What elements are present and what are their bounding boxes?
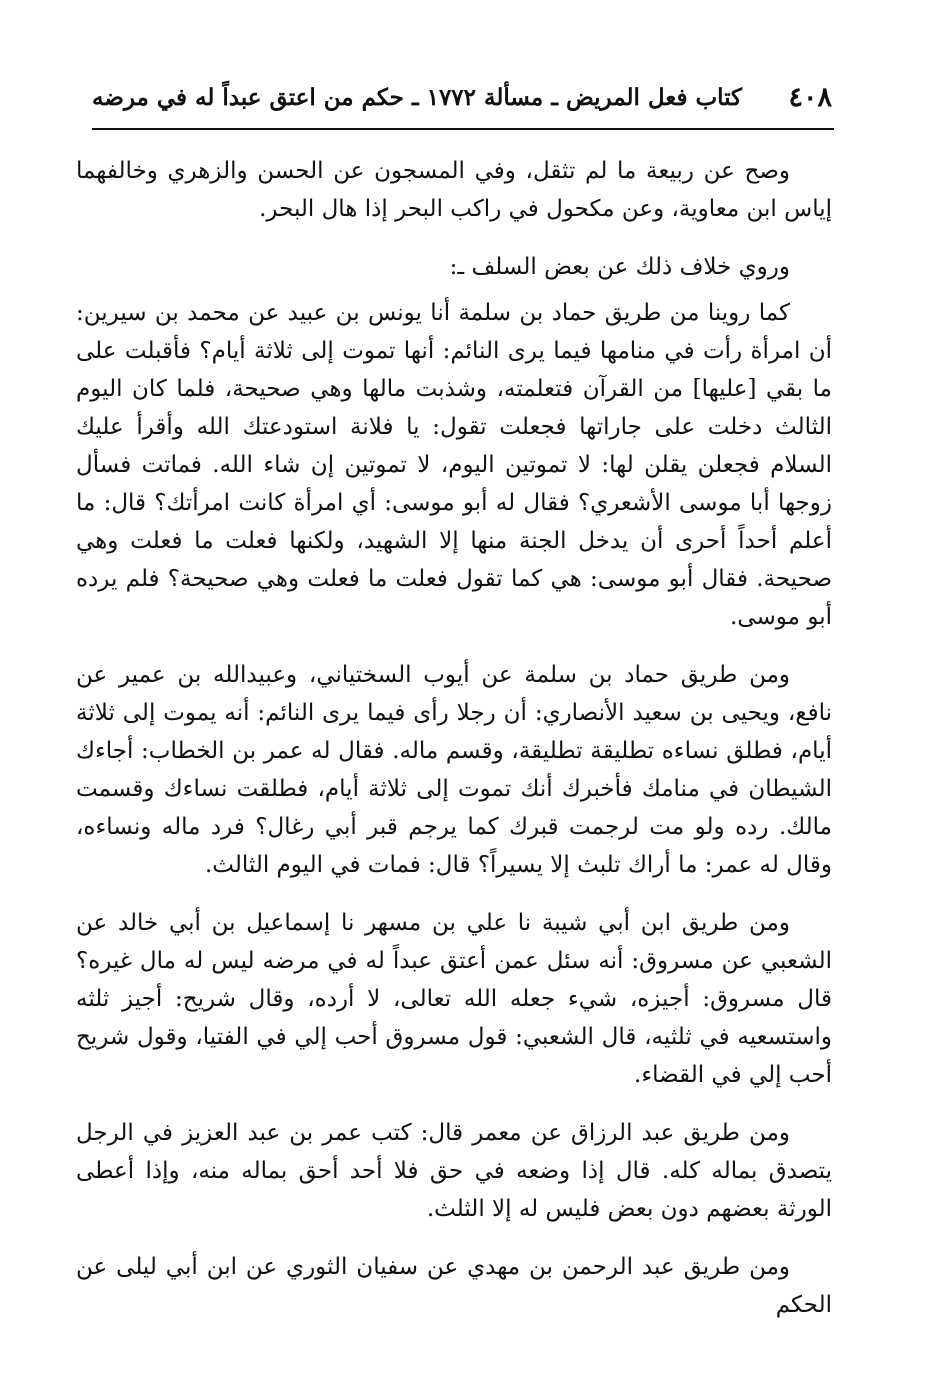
running-title: كتاب فعل المريض ـ مسألة ١٧٧٢ ـ حكم من اعتق عبداً له في مرضه — [92, 84, 742, 111]
paragraph: ومن طريق عبد الرزاق عن معمر قال: كتب عمر بن عبد العزيز في الرجل يتصدق بماله كله. قال إذا وضعه في حق فلا أحد أحق بماله منه، وإذا أعطى الورثة بعضهم دون بعض فليس له إلا الثلث. — [76, 1120, 832, 1222]
body-text — [76, 152, 832, 1324]
header-rule — [92, 128, 834, 130]
paragraph: ومن طريق ابن أبي شيبة نا علي بن مسهر نا إسماعيل بن أبي خالد عن الشعبي عن مسروق: أنه سئل عمن أعتق عبداً له في مرضه ليس له مال غيره؟ قال مسروق: أجيزه، شيء جعله الله تعالى، لا أرده، وقال شريح: أجيز ثلثه واستسعيه في ثلثيه، قال الشعبي: قول مسروق أحب إلي في الفتيا، وقول شريح أحب إلي في القضاء. — [76, 910, 832, 1088]
paragraph: وروي خلاف ذلك عن بعض السلف ـ: — [449, 254, 790, 280]
page-header — [92, 78, 832, 122]
paragraph: وصح عن ربيعة ما لم تثقل، وفي المسجون عن الحسن والزهري وخالفهما إياس ابن معاوية، وعن مكحول في راكب البحر إذا هال البحر. — [76, 158, 832, 222]
page-number: ٤٠٨ — [788, 82, 832, 113]
paragraph: ومن طريق حماد بن سلمة عن أيوب السختياني، وعبيدالله بن عمير عن نافع، ويحيى بن سعيد الأنصاري: أن رجلا رأى فيما يرى النائم: أنه يموت إلى ثلاثة أيام، فطلق نساءه تطليقة تطليقة، وقسم ماله. فقال له عمر بن الخطاب: أجاءك الشيطان في منامك فأخبرك أنك تموت إلى ثلاثة أيام، فطلقت نساءك وقسمت مالك. رده ولو مت لرجمت قبرك كما يرجم قبر أبي رغال؟ فرد ماله ونساءه، وقال له عمر: ما أراك تلبث إلا يسيراً؟ قال: فمات في اليوم الثالث. — [76, 662, 832, 878]
paragraph: كما روينا من طريق حماد بن سلمة أنا يونس بن عبيد عن محمد بن سيرين: أن امرأة رأت في منامها فيما يرى النائم: أنها تموت إلى ثلاثة أيام؟ فأقبلت على ما بقي [عليها] من القرآن فتعلمته، وشذبت مالها وهي صحيحة، فلما كان اليوم الثالث دخلت على جاراتها فجعلت تقول: يا فلانة استودعتك الله وأقرأ عليك السلام فجعلن يقلن لها: لا تموتين اليوم، لا تموتين إن شاء الله. فماتت فسأل زوجها أبا موسى الأشعري؟ فقال له أبو موسى: أي امرأة كانت امرأتك؟ قال: ما أعلم أحداً أحرى أن يدخل الجنة منها إلا الشهيد، ولكنها فعلت ما فعلت وهي صحيحة. فقال أبو موسى: هي كما تقول فعلت ما فعلت وهي صحيحة؟ فلم يرده أبو موسى. — [76, 300, 832, 630]
paragraph: ومن طريق عبد الرحمن بن مهدي عن سفيان الثوري عن ابن أبي ليلى عن الحكم — [76, 1254, 832, 1318]
